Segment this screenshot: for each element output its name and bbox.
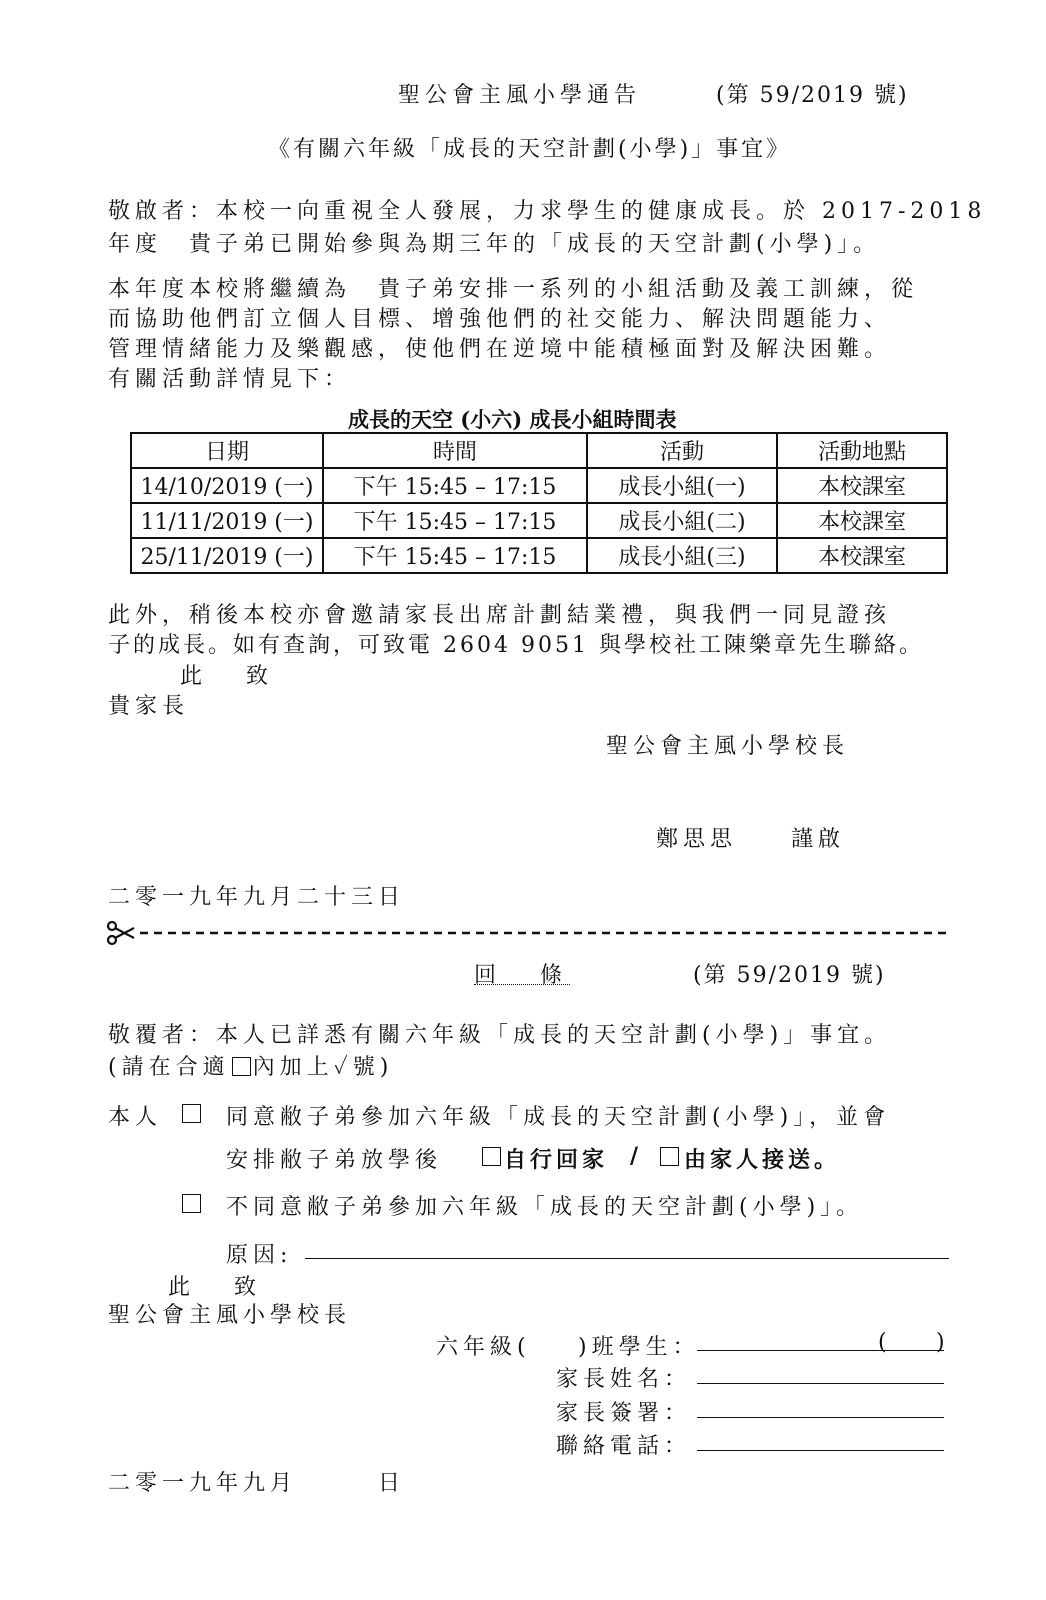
para1-line2: 年度 貴子弟已開始參與為期三年的「成長的天空計劃(小學)」。 [108,232,881,257]
para3-line2: 子的成長。如有查詢，可致電 2604 9051 與學校社工陳樂章先生聯絡。 [108,633,924,658]
schedule-table [130,432,948,574]
cell-date: 25/11/2019 (一) [131,538,323,573]
header-venue: 活動地點 [777,433,947,468]
cell-date: 11/11/2019 (一) [131,503,323,538]
cell-venue: 本校課室 [777,468,947,503]
notice-subject: 《有關六年級「成長的天空計劃(小學)」事宜》 [268,137,792,162]
reply-addressee: 聖公會主風小學校長 [108,1303,352,1328]
cell-venue: 本校課室 [777,503,947,538]
disagree-checkbox[interactable] [182,1194,201,1213]
para2-line4: 有關活動詳情見下： [108,367,352,392]
para1-line1: 敬啟者：本校一向重視全人發展，力求學生的健康成長。於 2017-2018 [108,199,987,224]
class-no-open: ( [878,1330,887,1355]
option-self-home: 自行回家 [504,1147,609,1173]
parent-sign-field[interactable] [697,1417,944,1418]
class-no-close: ) [936,1330,945,1355]
option-pickup: 由家人接送。 [684,1147,841,1173]
cell-time: 下午 15:45 – 17:15 [323,468,587,503]
notice-date: 二零一九年九月二十三日 [108,885,406,910]
school-notice-title: 聖公會主風小學通告 [398,83,642,108]
cell-activity: 成長小組(二) [587,503,777,538]
phone-field[interactable] [697,1450,944,1451]
reason-field[interactable] [305,1258,949,1259]
parent-name-field[interactable] [697,1383,944,1384]
agree-checkbox[interactable] [182,1104,201,1123]
self-label: 本人 [108,1105,163,1130]
reply-intro: 敬覆者：本人已詳悉有關六年級「成長的天空計劃(小學)」事宜。 [108,1023,892,1048]
instruction-pre: (請在合適 [108,1055,230,1080]
cell-time: 下午 15:45 – 17:15 [323,538,587,573]
para2-line2: 而協助他們訂立個人目標、增強他們的社交能力、解決問題能力、 [108,307,892,332]
closing-salutation: 此 致 [180,664,269,689]
scissors-icon [106,918,950,948]
self-home-checkbox[interactable] [482,1147,501,1166]
reason-label: 原因: [226,1243,293,1268]
schedule-title: 成長的天空 (小六) 成長小組時間表 [348,407,677,432]
reply-instruction [108,1050,393,1081]
para2-line1: 本年度本校將繼續為 貴子弟安排一系列的小組活動及義工訓練，從 [108,277,919,302]
para3-line1: 此外，稍後本校亦會邀請家長出席計劃結業禮，與我們一同見證孩 [108,603,892,628]
arrange-text: 安排敝子弟放學後 [226,1148,443,1173]
option-separator: / [630,1143,639,1169]
option-disagree: 不同意敝子弟參加六年級「成長的天空計劃(小學)」。 [226,1195,864,1220]
cut-line [106,918,950,948]
pickup-checkbox[interactable] [660,1147,679,1166]
student-name-field[interactable] [697,1350,944,1351]
table-row [131,503,947,538]
reply-notice-number: (第 59/2019 號) [693,963,886,988]
reply-date: 二零一九年九月 日 [108,1471,406,1496]
cell-time: 下午 15:45 – 17:15 [323,503,587,538]
header-date: 日期 [131,433,323,468]
table-header-row [131,433,947,468]
reply-salutation: 此 致 [168,1275,257,1300]
notice-number: (第 59/2019 號) [716,83,909,108]
cell-venue: 本校課室 [777,538,947,573]
class-label-post: )班學生： [578,1335,700,1360]
signer-name: 鄭思思 謹啟 [656,827,846,852]
cell-date: 14/10/2019 (一) [131,468,323,503]
closing-addressee: 貴家長 [108,694,190,719]
signer-title: 聖公會主風小學校長 [606,734,850,759]
phone-label: 聯絡電話： [556,1434,692,1459]
parent-sign-label: 家長簽署： [556,1401,692,1426]
reply-title: 回 條 [474,963,563,988]
checkbox-sample-icon [232,1057,251,1076]
cell-activity: 成長小組(一) [587,468,777,503]
reply-title-underline [474,984,570,985]
parent-name-label: 家長姓名： [556,1367,692,1392]
table-row [131,538,947,573]
option-agree: 同意敝子弟參加六年級「成長的天空計劃(小學)」，並會 [226,1105,891,1130]
class-label-pre: 六年級( [436,1335,531,1360]
table-row [131,468,947,503]
instruction-post: 內加上✓號) [252,1055,394,1080]
header-time: 時間 [323,433,587,468]
cell-activity: 成長小組(三) [587,538,777,573]
para2-line3: 管理情緒能力及樂觀感，使他們在逆境中能積極面對及解決困難。 [108,337,892,362]
header-activity: 活動 [587,433,777,468]
